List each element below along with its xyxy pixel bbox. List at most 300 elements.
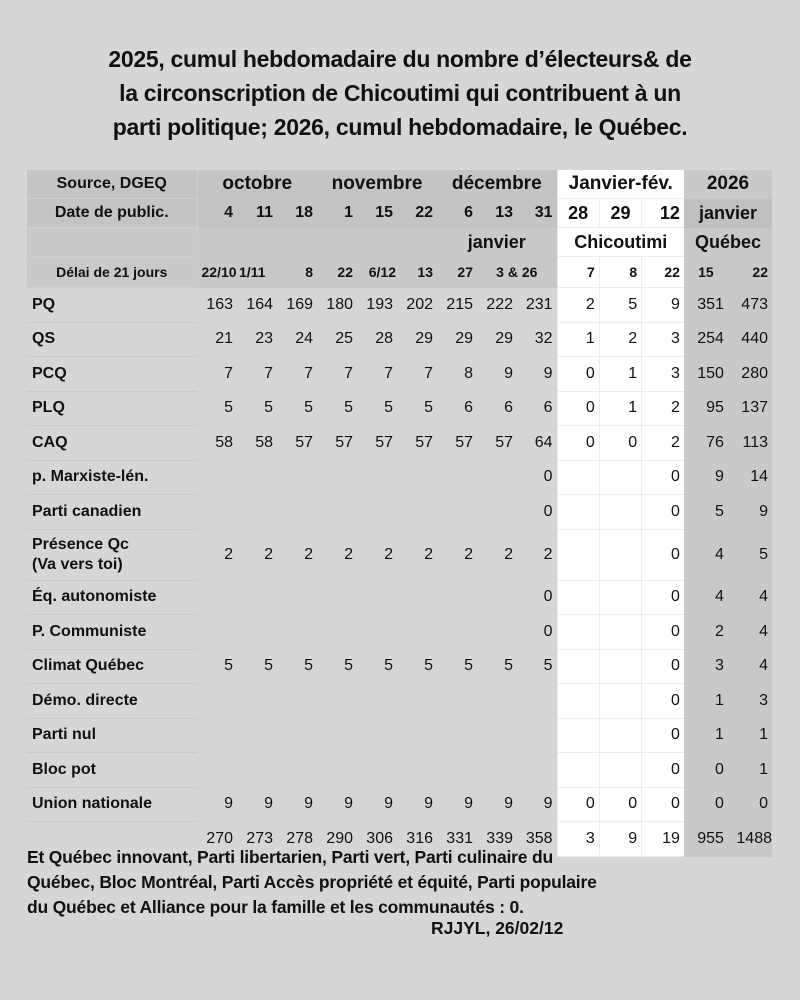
value-cell: 6 xyxy=(464,399,473,417)
value-cell: 9 xyxy=(464,795,473,813)
delay: 7 xyxy=(557,257,599,288)
value-cell xyxy=(599,649,641,684)
title-line: parti politique; 2026, cumul hebdomadaire, le Québec. xyxy=(112,114,688,140)
value-cell: 9 xyxy=(504,795,513,813)
delay: 6/12 xyxy=(357,257,397,288)
delay: 27 xyxy=(437,257,477,288)
party-name xyxy=(27,529,197,580)
value-cell xyxy=(477,718,517,753)
value-cell: 9 xyxy=(543,364,553,382)
pub-date: 28 xyxy=(557,199,599,228)
value-cell: 1 xyxy=(684,684,728,719)
delay: 22 xyxy=(317,257,357,288)
value-cell: 25 xyxy=(335,330,353,348)
delay: 13 xyxy=(397,257,437,288)
value-cell: 9 xyxy=(728,495,772,530)
party-name xyxy=(27,322,197,357)
value-cell xyxy=(397,753,437,788)
party-name xyxy=(27,391,197,426)
delay: 22 xyxy=(728,257,772,288)
value-cell: 57 xyxy=(455,433,473,451)
value-cell: 2 xyxy=(684,615,728,650)
value-cell: 6 xyxy=(543,399,553,417)
value-cell: 3 xyxy=(684,649,728,684)
value-cell xyxy=(197,718,237,753)
party-name-line: Présence Qc xyxy=(32,535,129,553)
value-cell xyxy=(599,580,641,615)
pub-date: 13 xyxy=(477,199,517,228)
party-name-line: Parti canadien xyxy=(32,502,142,520)
value-cell: 95 xyxy=(684,391,728,426)
party-name xyxy=(27,426,197,461)
value-cell xyxy=(317,718,357,753)
value-cell: 57 xyxy=(415,433,433,451)
table-row xyxy=(27,357,772,392)
value-cell xyxy=(197,495,237,530)
value-cell: 0 xyxy=(642,495,684,530)
total-cell: 273 xyxy=(246,830,273,847)
total-cell: 316 xyxy=(406,830,433,847)
value-cell: 2 xyxy=(642,426,684,461)
pub-date: 6 xyxy=(437,199,477,228)
delay: 22/10 xyxy=(197,257,237,288)
party-name-line: Démo. directe xyxy=(32,691,138,709)
total-cell: 270 xyxy=(206,830,233,847)
value-cell xyxy=(317,495,357,530)
signature: RJJYL, 26/02/12 xyxy=(431,918,564,938)
value-cell: 28 xyxy=(375,330,393,348)
value-cell: 1 xyxy=(557,322,599,357)
total-cell: 19 xyxy=(642,822,684,857)
value-cell: 5 xyxy=(424,657,433,675)
value-cell: 7 xyxy=(304,364,313,382)
value-cell: 0 xyxy=(642,529,684,580)
value-cell: 57 xyxy=(375,433,393,451)
title-line: la circonscription de Chicoutimi qui contribuent à un xyxy=(119,80,681,106)
value-cell: 5 xyxy=(504,657,513,675)
value-cell: 0 xyxy=(543,502,553,520)
pub-date: 31 xyxy=(517,199,557,228)
page-title xyxy=(0,42,800,144)
value-cell xyxy=(517,684,557,719)
pub-date: 12 xyxy=(642,199,684,228)
header-row-dates xyxy=(27,199,772,228)
value-cell: 2 xyxy=(424,545,433,563)
total-cell: 306 xyxy=(366,830,393,847)
total-cell: 339 xyxy=(486,830,513,847)
value-cell: 9 xyxy=(344,795,353,813)
header-row-months xyxy=(27,170,772,199)
value-cell: 5 xyxy=(384,399,393,417)
value-cell xyxy=(317,615,357,650)
value-cell xyxy=(197,684,237,719)
value-cell xyxy=(237,753,277,788)
value-cell: 2 xyxy=(557,288,599,323)
value-cell: 8 xyxy=(464,364,473,382)
value-cell: 1 xyxy=(728,718,772,753)
value-cell: 9 xyxy=(504,364,513,382)
value-cell: 9 xyxy=(642,288,684,323)
party-name-line: PCQ xyxy=(32,364,67,382)
table-row xyxy=(27,495,772,530)
value-cell xyxy=(557,615,599,650)
value-cell xyxy=(277,684,317,719)
empty-cell xyxy=(27,228,197,257)
value-cell: 5 xyxy=(344,657,353,675)
total-cell: 3 xyxy=(557,822,599,857)
value-cell xyxy=(517,753,557,788)
total-cell: 358 xyxy=(525,830,553,847)
value-cell xyxy=(437,460,477,495)
delay: 22 xyxy=(642,257,684,288)
total-cell: 9 xyxy=(599,822,641,857)
value-cell: 5 xyxy=(424,399,433,417)
value-cell: 14 xyxy=(728,460,772,495)
table-row xyxy=(27,649,772,684)
value-cell: 7 xyxy=(384,364,393,382)
value-cell: 2 xyxy=(642,391,684,426)
party-name xyxy=(27,684,197,719)
value-cell xyxy=(317,753,357,788)
month-janvier-2026: janvier xyxy=(684,199,772,228)
value-cell xyxy=(517,718,557,753)
value-cell: 2 xyxy=(464,545,473,563)
value-cell xyxy=(437,615,477,650)
pub-date: 4 xyxy=(197,199,237,228)
value-cell: 0 xyxy=(599,787,641,822)
value-cell: 5 xyxy=(264,657,273,675)
header-row-regions xyxy=(27,228,772,257)
value-cell xyxy=(557,684,599,719)
value-cell: 0 xyxy=(642,753,684,788)
table-row xyxy=(27,529,772,580)
value-cell xyxy=(557,718,599,753)
value-cell: 5 xyxy=(464,657,473,675)
value-cell: 5 xyxy=(304,657,313,675)
value-cell xyxy=(437,718,477,753)
value-cell: 473 xyxy=(728,288,772,323)
value-cell: 64 xyxy=(534,433,553,451)
value-cell xyxy=(357,580,397,615)
value-cell: 3 xyxy=(642,357,684,392)
party-name-line: Climat Québec xyxy=(32,657,145,675)
value-cell: 0 xyxy=(728,787,772,822)
total-cell: 955 xyxy=(684,822,728,857)
value-cell: 29 xyxy=(455,330,473,348)
month-janvier: janvier xyxy=(437,228,557,257)
value-cell: 23 xyxy=(255,330,273,348)
value-cell: 0 xyxy=(557,357,599,392)
period-janvier-fevrier: Janvier-fév. xyxy=(557,170,684,199)
value-cell: 29 xyxy=(415,330,433,348)
value-cell: 5 xyxy=(344,399,353,417)
value-cell: 0 xyxy=(642,718,684,753)
pub-date: 11 xyxy=(237,199,277,228)
value-cell xyxy=(477,684,517,719)
value-cell: 169 xyxy=(286,295,313,313)
pub-date: 15 xyxy=(357,199,397,228)
value-cell xyxy=(277,580,317,615)
value-cell: 2 xyxy=(304,545,313,563)
value-cell: 9 xyxy=(264,795,273,813)
party-name-line: Union nationale xyxy=(32,795,152,813)
value-cell xyxy=(357,684,397,719)
party-name xyxy=(27,580,197,615)
party-name xyxy=(27,357,197,392)
value-cell: 0 xyxy=(642,460,684,495)
value-cell xyxy=(357,615,397,650)
value-cell: 9 xyxy=(304,795,313,813)
value-cell xyxy=(357,753,397,788)
delay: 15 xyxy=(684,257,728,288)
value-cell: 3 xyxy=(642,322,684,357)
value-cell: 0 xyxy=(557,787,599,822)
value-cell: 113 xyxy=(728,426,772,461)
value-cell xyxy=(397,460,437,495)
value-cell xyxy=(197,615,237,650)
value-cell: 2 xyxy=(599,322,641,357)
month-novembre: novembre xyxy=(317,170,437,199)
value-cell: 254 xyxy=(684,322,728,357)
party-name xyxy=(27,495,197,530)
party-name-line: Parti nul xyxy=(32,726,97,744)
value-cell xyxy=(599,615,641,650)
value-cell: 0 xyxy=(684,787,728,822)
value-cell xyxy=(599,718,641,753)
party-rows xyxy=(27,288,772,822)
value-cell xyxy=(197,753,237,788)
party-name xyxy=(27,288,197,323)
value-cell xyxy=(357,460,397,495)
value-cell xyxy=(317,460,357,495)
value-cell: 5 xyxy=(599,288,641,323)
table-row xyxy=(27,391,772,426)
value-cell: 1 xyxy=(728,753,772,788)
value-cell xyxy=(599,460,641,495)
value-cell: 6 xyxy=(504,399,513,417)
party-name-line: QS xyxy=(32,330,56,348)
party-name-line: P. Communiste xyxy=(32,622,147,640)
value-cell: 7 xyxy=(224,364,233,382)
year-2026: 2026 xyxy=(684,170,772,199)
value-cell xyxy=(277,615,317,650)
value-cell xyxy=(599,753,641,788)
value-cell: 0 xyxy=(557,391,599,426)
value-cell: 4 xyxy=(728,615,772,650)
value-cell: 2 xyxy=(384,545,393,563)
total-cell: 331 xyxy=(446,830,473,847)
value-cell xyxy=(437,495,477,530)
value-cell: 0 xyxy=(642,787,684,822)
value-cell: 3 xyxy=(728,684,772,719)
table-row xyxy=(27,615,772,650)
value-cell: 4 xyxy=(684,580,728,615)
party-name-line: Éq. autonomiste xyxy=(32,588,157,606)
total-cell: 290 xyxy=(326,830,353,847)
table-row xyxy=(27,580,772,615)
total-cell: 1488 xyxy=(728,822,772,857)
value-cell: 9 xyxy=(684,460,728,495)
value-cell: 1 xyxy=(684,718,728,753)
value-cell xyxy=(237,460,277,495)
empty-cell xyxy=(197,228,437,257)
party-name-line: PQ xyxy=(32,295,56,313)
value-cell: 5 xyxy=(224,657,233,675)
value-cell xyxy=(277,718,317,753)
value-cell: 2 xyxy=(543,545,553,563)
value-cell xyxy=(557,460,599,495)
region-chicoutimi: Chicoutimi xyxy=(557,228,684,257)
value-cell xyxy=(397,580,437,615)
party-name xyxy=(27,615,197,650)
value-cell xyxy=(437,684,477,719)
value-cell: 0 xyxy=(543,468,553,486)
value-cell: 7 xyxy=(424,364,433,382)
value-cell: 21 xyxy=(215,330,233,348)
footer-note xyxy=(27,845,767,920)
table-row xyxy=(27,718,772,753)
value-cell: 58 xyxy=(255,433,273,451)
value-cell: 222 xyxy=(486,295,513,313)
value-cell: 1 xyxy=(599,391,641,426)
value-cell: 7 xyxy=(264,364,273,382)
value-cell: 57 xyxy=(335,433,353,451)
value-cell: 440 xyxy=(728,322,772,357)
party-name-line: Bloc pot xyxy=(32,760,96,778)
table-row xyxy=(27,426,772,461)
table-row xyxy=(27,684,772,719)
value-cell: 5 xyxy=(684,495,728,530)
total-cell: 278 xyxy=(286,830,313,847)
value-cell: 1 xyxy=(599,357,641,392)
party-name xyxy=(27,460,197,495)
value-cell: 164 xyxy=(246,295,273,313)
value-cell: 76 xyxy=(684,426,728,461)
value-cell xyxy=(237,718,277,753)
value-cell xyxy=(599,684,641,719)
value-cell: 57 xyxy=(295,433,313,451)
value-cell xyxy=(237,684,277,719)
party-name xyxy=(27,787,197,822)
header-row-delays xyxy=(27,257,772,288)
table-row xyxy=(27,288,772,323)
value-cell xyxy=(599,495,641,530)
value-cell xyxy=(397,615,437,650)
value-cell xyxy=(277,753,317,788)
value-cell: 0 xyxy=(599,426,641,461)
value-cell: 32 xyxy=(534,330,553,348)
value-cell: 5 xyxy=(384,657,393,675)
delay: 8 xyxy=(277,257,317,288)
table-row xyxy=(27,460,772,495)
value-cell: 5 xyxy=(264,399,273,417)
value-cell: 29 xyxy=(495,330,513,348)
value-cell xyxy=(477,615,517,650)
date-label: Date de public. xyxy=(27,199,197,228)
table-row xyxy=(27,753,772,788)
party-name xyxy=(27,649,197,684)
value-cell: 0 xyxy=(684,753,728,788)
value-cell xyxy=(237,615,277,650)
value-cell: 0 xyxy=(642,615,684,650)
value-cell: 202 xyxy=(406,295,433,313)
value-cell xyxy=(397,684,437,719)
value-cell: 57 xyxy=(495,433,513,451)
value-cell: 7 xyxy=(344,364,353,382)
value-cell xyxy=(357,495,397,530)
value-cell xyxy=(317,684,357,719)
value-cell xyxy=(197,460,237,495)
value-cell xyxy=(557,495,599,530)
value-cell xyxy=(557,649,599,684)
footer-line: Et Québec innovant, Parti libertarien, Parti vert, Parti culinaire du xyxy=(27,847,553,867)
value-cell: 0 xyxy=(557,426,599,461)
value-cell xyxy=(237,495,277,530)
contributions-table xyxy=(27,170,772,857)
value-cell xyxy=(317,580,357,615)
pub-date: 1 xyxy=(317,199,357,228)
region-quebec: Québec xyxy=(684,228,772,257)
delay-label: Délai de 21 jours xyxy=(27,257,197,288)
value-cell: 351 xyxy=(684,288,728,323)
party-name-line: PLQ xyxy=(32,399,65,417)
value-cell: 4 xyxy=(684,529,728,580)
value-cell: 0 xyxy=(642,580,684,615)
value-cell xyxy=(277,495,317,530)
delay: 1/11 xyxy=(237,257,277,288)
party-name-line: (Va vers toi) xyxy=(32,555,123,573)
value-cell: 215 xyxy=(446,295,473,313)
value-cell: 58 xyxy=(215,433,233,451)
table-row xyxy=(27,787,772,822)
month-octobre: octobre xyxy=(197,170,317,199)
value-cell: 2 xyxy=(264,545,273,563)
value-cell: 24 xyxy=(295,330,313,348)
value-cell xyxy=(437,753,477,788)
value-cell xyxy=(557,753,599,788)
value-cell: 0 xyxy=(543,622,553,640)
value-cell: 5 xyxy=(543,657,553,675)
title-line: 2025, cumul hebdomadaire du nombre d’électeurs& de xyxy=(108,46,692,72)
value-cell: 9 xyxy=(543,795,553,813)
value-cell: 5 xyxy=(728,529,772,580)
value-cell: 2 xyxy=(504,545,513,563)
value-cell: 4 xyxy=(728,580,772,615)
party-name-line: p. Marxiste-lén. xyxy=(32,468,149,486)
value-cell xyxy=(599,529,641,580)
value-cell: 2 xyxy=(224,545,233,563)
value-cell xyxy=(357,718,397,753)
value-cell xyxy=(397,495,437,530)
value-cell: 193 xyxy=(366,295,393,313)
value-cell: 2 xyxy=(344,545,353,563)
table-row xyxy=(27,322,772,357)
source-label: Source, DGEQ xyxy=(27,170,197,199)
value-cell: 150 xyxy=(684,357,728,392)
value-cell: 137 xyxy=(728,391,772,426)
value-cell: 0 xyxy=(642,649,684,684)
value-cell: 0 xyxy=(642,684,684,719)
value-cell xyxy=(237,580,277,615)
value-cell xyxy=(437,580,477,615)
value-cell: 5 xyxy=(304,399,313,417)
value-cell xyxy=(477,495,517,530)
value-cell xyxy=(277,460,317,495)
party-name xyxy=(27,718,197,753)
footer-line: Québec, Bloc Montréal, Parti Accès propriété et équité, Parti populaire xyxy=(27,872,597,892)
value-cell: 280 xyxy=(728,357,772,392)
party-name-line: CAQ xyxy=(32,433,68,451)
